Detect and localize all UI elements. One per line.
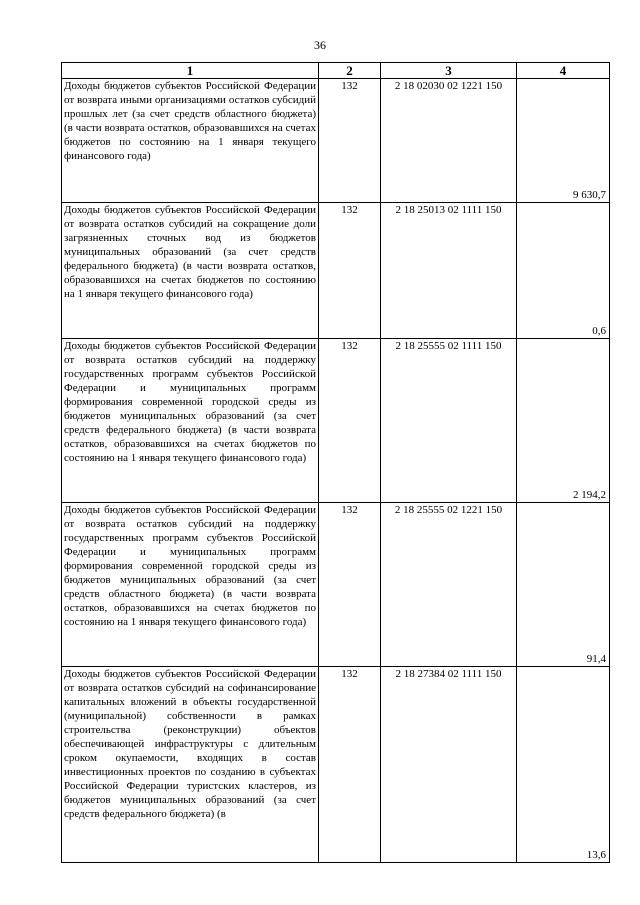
description-text: Доходы бюджетов субъектов Российской Федерации от возврата остатков субсидий на сокращение доли загрязненных сточных вод из бюджетов муниципальных образований (за счет средств федерального бюджета) (в части возврата остатков, образовавшихся на счетах бюджетов по состоянию на 1 января текущего финансового года): [64, 204, 316, 300]
description-text: Доходы бюджетов субъектов Российской Федерации от возврата остатков субсидий на софинансирование капитальных вложений в объекты государственной (муниципальной) собственности в рамках строительства (реконструкции) объектов обеспечивающей инфраструктуры с длительным сроком окупаемости, входящих в состав инвестиционных проектов по созданию в субъектах Российской Федерации туристских кластеров, из бюджетов муниципальных образований (за счет средств федерального бюджета) (в: [64, 668, 316, 820]
column-header-4: 4: [517, 63, 610, 79]
admin-code-cell: 132: [319, 503, 381, 667]
description-cell: [62, 79, 319, 203]
description-text: Доходы бюджетов субъектов Российской Федерации от возврата остатков субсидий на поддержку государственных программ субъектов Российской Федерации и муниципальных программ формирования современной городской среды из бюджетов муниципальных образований (за счет средств областного бюджета) (в части возврата остатков, образовавшихся на счетах бюджетов по состоянию на 1 января текущего финансового года): [64, 504, 316, 628]
description-text: Доходы бюджетов субъектов Российской Федерации от возврата иными организациями остатков субсидий прошлых лет (за счет средств областного бюджета) (в части возврата остатков, образовавшихся на счетах бюджетов по состоянию на 1 января текущего финансового года): [64, 80, 316, 162]
column-header-2: 2: [319, 63, 381, 79]
description-cell: [62, 339, 319, 503]
amount-cell: 91,4: [517, 503, 610, 667]
table-row: [62, 503, 610, 667]
classification-code-cell: 2 18 25555 02 1111 150: [381, 339, 517, 503]
column-header-3: 3: [381, 63, 517, 79]
admin-code-cell: 132: [319, 79, 381, 203]
classification-code-cell: 2 18 25013 02 1111 150: [381, 203, 517, 339]
admin-code-cell: 132: [319, 667, 381, 863]
amount-cell: 0,6: [517, 203, 610, 339]
classification-code-cell: 2 18 02030 02 1221 150: [381, 79, 517, 203]
table-row: [62, 339, 610, 503]
description-text: Доходы бюджетов субъектов Российской Федерации от возврата остатков субсидий на поддержку государственных программ субъектов Российской Федерации и муниципальных программ формирования современной городской среды из бюджетов муниципальных образований (за счет средств федерального бюджета) (в части возврата остатков, образовавшихся на счетах бюджетов по состоянию на 1 января текущего финансового года): [64, 340, 316, 464]
amount-cell: 2 194,2: [517, 339, 610, 503]
admin-code-cell: 132: [319, 203, 381, 339]
budget-revenue-table: [61, 62, 610, 863]
amount-cell: 9 630,7: [517, 79, 610, 203]
page-number: 36: [314, 38, 326, 52]
table-row: [62, 667, 610, 863]
description-cell: [62, 667, 319, 863]
table-row: [62, 79, 610, 203]
description-cell: [62, 503, 319, 667]
classification-code-cell: 2 18 25555 02 1221 150: [381, 503, 517, 667]
classification-code-cell: 2 18 27384 02 1111 150: [381, 667, 517, 863]
admin-code-cell: 132: [319, 339, 381, 503]
table-row: [62, 203, 610, 339]
description-cell: [62, 203, 319, 339]
table-header-row: [62, 63, 610, 79]
column-header-1: 1: [62, 63, 319, 79]
amount-cell: 13,6: [517, 667, 610, 863]
